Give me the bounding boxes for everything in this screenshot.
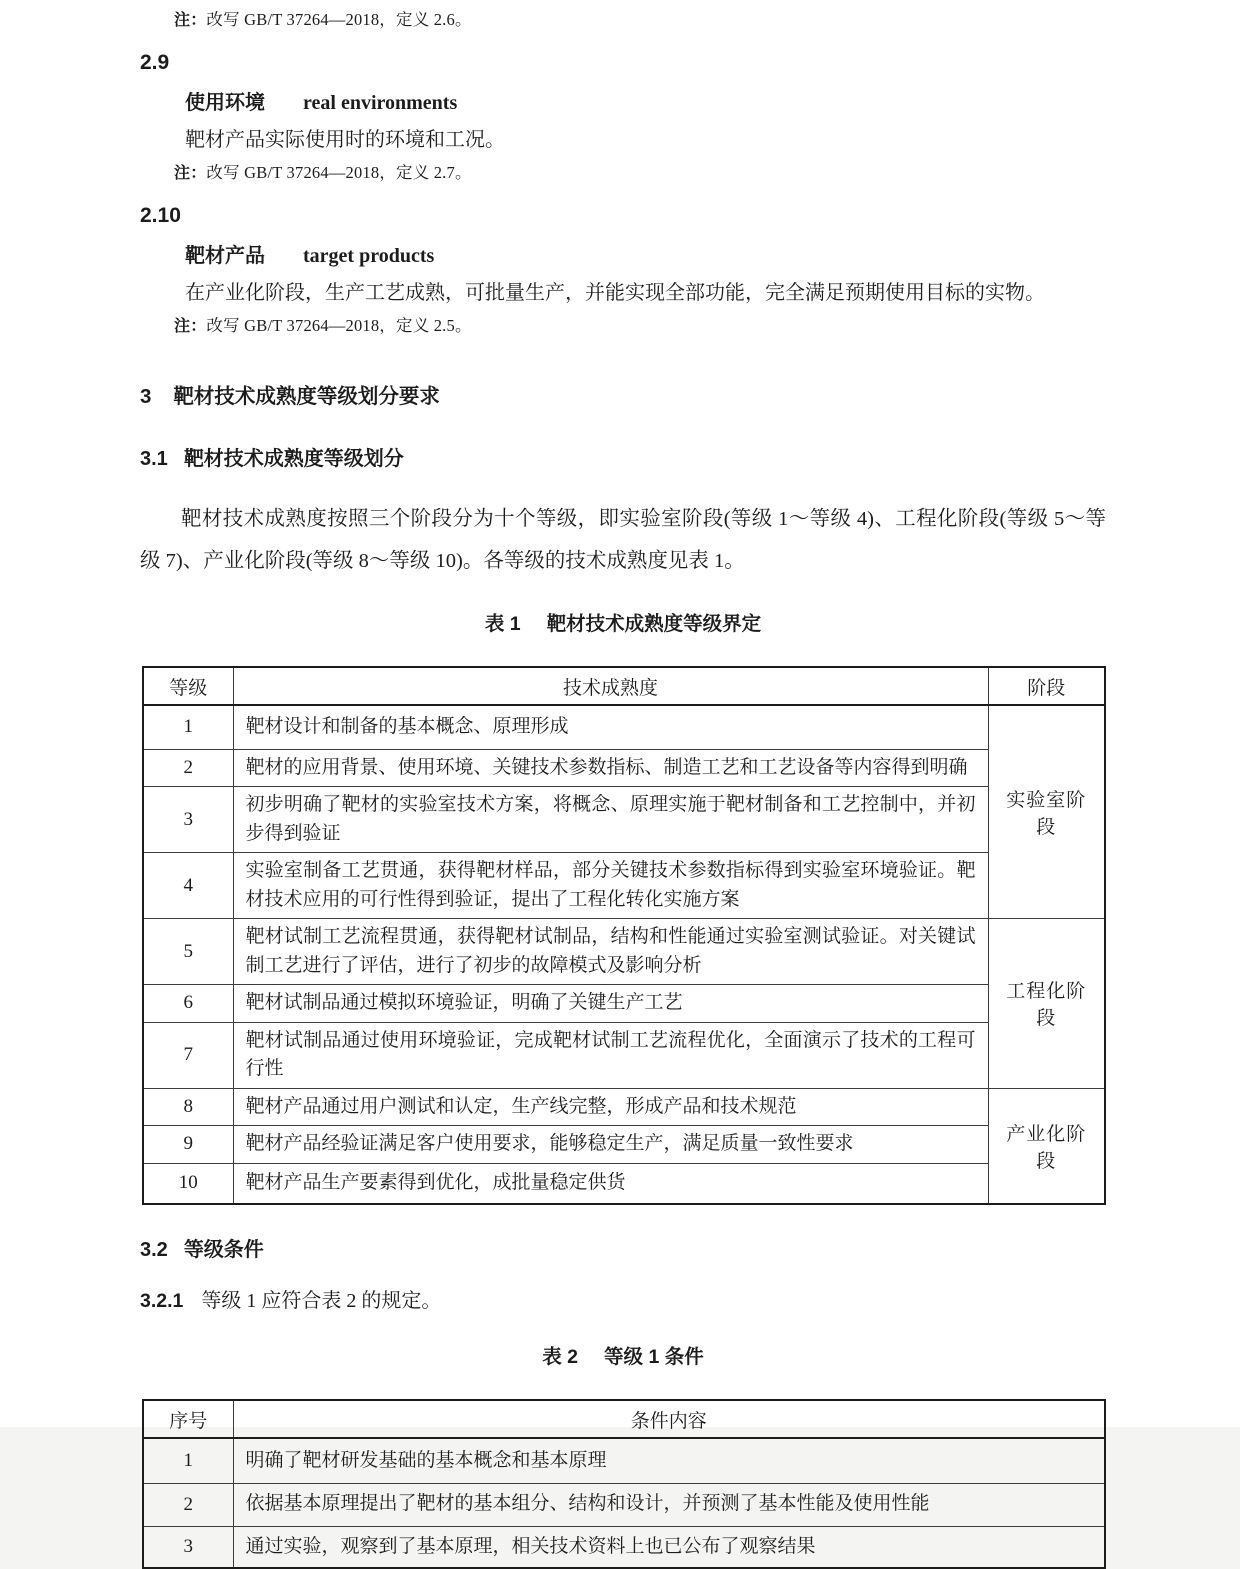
clause-number: 3.2.1 [140, 1290, 184, 1312]
description-cell: 靶材试制品通过使用环境验证，完成靶材试制工艺流程优化，全面演示了技术的工程可行性 [233, 1022, 988, 1088]
table-row [143, 1438, 1105, 1483]
description-cell: 靶材试制品通过模拟环境验证，明确了关键生产工艺 [233, 985, 988, 1023]
condition-cell: 通过实验，观察到了基本原理，相关技术资料上也已公布了观察结果 [233, 1526, 1105, 1568]
term-definition: 靶材产品实际使用时的环境和工况。 [185, 129, 505, 151]
stage-cell-engineering: 工程化阶段 [988, 919, 1105, 1089]
term-name-en: target products [303, 245, 435, 267]
table2-level1-conditions [142, 1399, 1106, 1569]
table-caption-label: 表 1 [484, 613, 521, 635]
level-cell: 4 [143, 853, 233, 919]
table-row [143, 1526, 1105, 1568]
level-cell: 6 [143, 985, 233, 1023]
note-label: 注： [174, 318, 207, 335]
level-cell: 9 [143, 1126, 233, 1164]
table-caption-text: 等级 1 条件 [604, 1346, 704, 1368]
level-cell: 8 [143, 1088, 233, 1126]
column-header-no: 序号 [143, 1400, 233, 1438]
column-header-stage: 阶段 [988, 667, 1105, 705]
table-row [143, 1126, 1105, 1164]
table-row [143, 1022, 1105, 1088]
heading-title: 靶材技术成熟度等级划分 [183, 448, 404, 470]
level-cell: 10 [143, 1163, 233, 1204]
term-title [185, 242, 1106, 272]
description-cell: 靶材产品经验证满足客户使用要求，能够稳定生产，满足质量一致性要求 [233, 1126, 988, 1164]
term-section-2-10 [140, 203, 1106, 338]
number-cell: 3 [143, 1526, 233, 1568]
level-cell: 7 [143, 1022, 233, 1088]
column-header-condition: 条件内容 [233, 1400, 1105, 1438]
stage-cell-industrialization: 产业化阶段 [988, 1088, 1105, 1204]
note-label: 注： [174, 165, 207, 182]
table-row [143, 1163, 1105, 1204]
paragraph-3-1: 靶材技术成熟度按照三个阶段分为十个等级，即实验室阶段(等级 1～等级 4)、工程化阶段(等级 5～等级 7)、产业化阶段(等级 8～等级 10)。各等级的技术成熟度见表 1。 [140, 508, 1106, 572]
heading-number: 3.2 [140, 1239, 168, 1261]
level-cell: 5 [143, 919, 233, 985]
clause-number: 2.9 [140, 51, 170, 74]
note-definition-2-7 [174, 161, 1106, 185]
level-cell: 1 [143, 705, 233, 749]
table2-caption [140, 1345, 1106, 1370]
table-header-row [143, 667, 1105, 705]
note-definition-2-6 [174, 8, 1106, 32]
table-row [143, 1088, 1105, 1126]
description-cell: 靶材设计和制备的基本概念、原理形成 [233, 705, 988, 749]
term-definition: 在产业化阶段，生产工艺成熟，可批量生产，并能实现全部功能，完全满足预期使用目标的实物。 [185, 282, 1045, 304]
column-header-level: 等级 [143, 667, 233, 705]
term-name-zh: 使用环境 [185, 92, 265, 114]
heading-clause-3 [140, 384, 1106, 410]
table-caption-label: 表 2 [542, 1346, 579, 1368]
table-row [143, 853, 1105, 919]
table1-readiness-levels [142, 666, 1106, 1205]
note-text: 改写 GB/T 37264—2018，定义 2.6。 [206, 10, 472, 29]
table-header-row [143, 1400, 1105, 1438]
table-row [143, 749, 1105, 787]
condition-cell: 依据基本原理提出了靶材的基本组分、结构和设计，并预测了基本性能及使用性能 [233, 1483, 1105, 1526]
clause-number: 2.10 [140, 204, 181, 227]
table-row [143, 919, 1105, 985]
description-cell: 靶材产品生产要素得到优化，成批量稳定供货 [233, 1163, 988, 1204]
heading-number: 3.1 [140, 448, 168, 470]
level-cell: 2 [143, 749, 233, 787]
term-name-zh: 靶材产品 [185, 245, 265, 267]
term-title [185, 89, 1106, 119]
note-text: 改写 GB/T 37264—2018，定义 2.7。 [206, 163, 472, 182]
heading-clause-3-2 [140, 1237, 1106, 1263]
condition-cell: 明确了靶材研发基础的基本概念和基本原理 [233, 1438, 1105, 1483]
paragraph-3-2-1 [140, 1287, 1106, 1315]
table-caption-text: 靶材技术成熟度等级界定 [546, 613, 762, 635]
term-name-en: real environments [303, 92, 458, 114]
heading-title: 等级条件 [183, 1239, 264, 1261]
description-cell: 初步明确了靶材的实验室技术方案，将概念、原理实施于靶材制备和工艺控制中，并初步得到验证 [233, 787, 988, 853]
term-section-2-9 [140, 50, 1106, 185]
clause-text: 等级 1 应符合表 2 的规定。 [201, 1290, 442, 1312]
note-definition-2-5 [174, 314, 1106, 338]
description-cell: 靶材产品通过用户测试和认定，生产线完整，形成产品和技术规范 [233, 1088, 988, 1126]
description-cell: 靶材试制工艺流程贯通，获得靶材试制品，结构和性能通过实验室测试验证。对关键试制工艺进行了评估，进行了初步的故障模式及影响分析 [233, 919, 988, 985]
level-cell: 3 [143, 787, 233, 853]
description-cell: 实验室制备工艺贯通，获得靶材样品，部分关键技术参数指标得到实验室环境验证。靶材技术应用的可行性得到验证，提出了工程化转化实施方案 [233, 853, 988, 919]
stage-cell-lab: 实验室阶段 [988, 705, 1105, 919]
description-cell: 靶材的应用背景、使用环境、关键技术参数指标、制造工艺和工艺设备等内容得到明确 [233, 749, 988, 787]
number-cell: 2 [143, 1483, 233, 1526]
heading-number: 3 [140, 385, 152, 408]
table-row [143, 787, 1105, 853]
table-row [143, 705, 1105, 749]
number-cell: 1 [143, 1438, 233, 1483]
heading-title: 靶材技术成熟度等级划分要求 [173, 385, 440, 408]
note-label: 注： [174, 12, 207, 29]
note-text: 改写 GB/T 37264—2018，定义 2.5。 [206, 316, 472, 335]
heading-clause-3-1 [140, 446, 1106, 472]
table1-caption [140, 612, 1106, 637]
table-row [143, 985, 1105, 1023]
column-header-readiness: 技术成熟度 [233, 667, 988, 705]
table-row [143, 1483, 1105, 1526]
